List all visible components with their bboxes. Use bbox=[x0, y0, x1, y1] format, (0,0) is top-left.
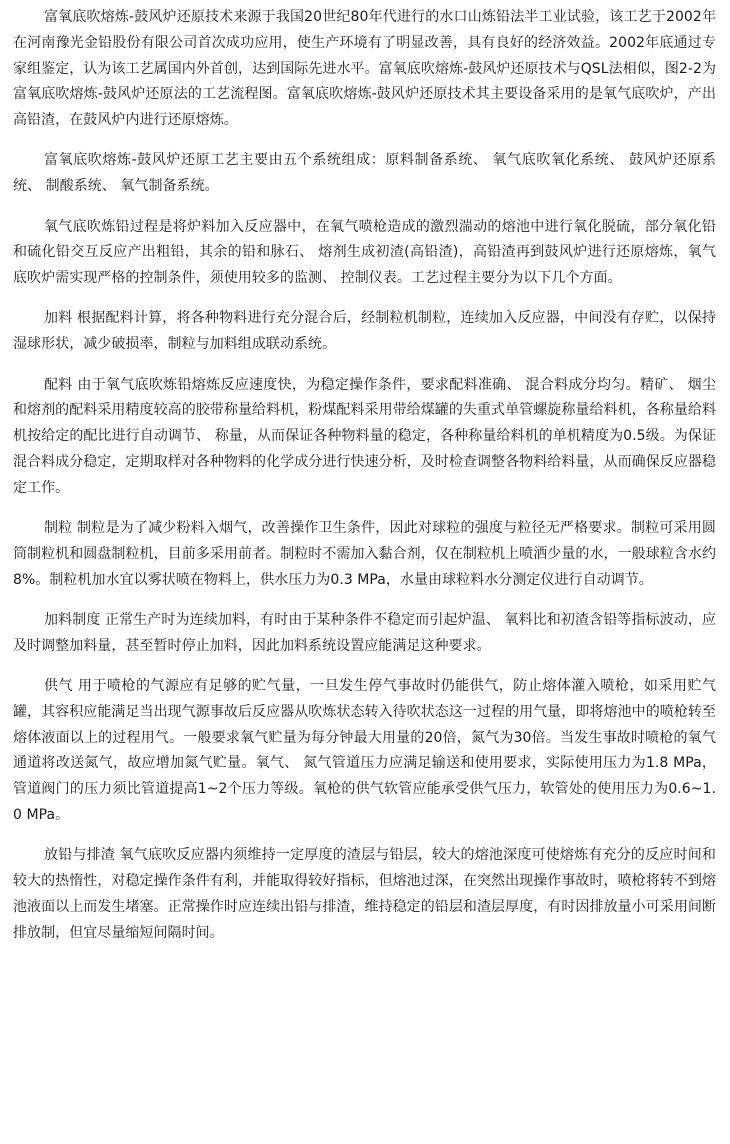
paragraph-system-composition: 富氧底吹熔炼-鼓风炉还原工艺主要由五个系统组成：原料制备系统、 氧气底吹氧化系统、 鼓风炉还原系统、 制酸系统、 氧气制备系统。 bbox=[13, 152, 716, 195]
document-body bbox=[13, 0, 716, 961]
paragraph-intro: 富氧底吹熔炼-鼓风炉还原技术来源于我国20世纪80年代进行的水口山炼铅法半工业试验，该工艺于2002年在河南豫光金铅股份有限公司首次成功应用，使生产环境有了明显改善，具有良好的经济效益。2002年底通过专家组鉴定，认为该工艺属国内外首创，达到国际先进水平。富氧底吹熔炼-鼓风炉还原技术与QSL法相似，图2-2为富氧底吹熔炼-鼓风炉还原法的工艺流程图。富氧底吹熔炼-鼓风炉还原技术其主要设备采用的是氧气底吹炉，产出高铅渣，在鼓风炉内进行还原熔炼。 bbox=[13, 9, 716, 129]
paragraph-feeding: 加料 根据配料计算，将各种物料进行充分混合后，经制粒机制粒，连续加入反应器，中间没有存贮，以保持湿球形状，减少破损率，制粒与加料组成联动系统。 bbox=[13, 310, 716, 353]
paragraph-gas-supply: 供气 用于喷枪的气源应有足够的贮气量，一旦发生停气事故时仍能供气，防止熔体灌入喷枪，如采用贮气罐，其容积应能满足当出现气源事故后反应器从吹炼状态转入待吹状态这一过程的用气量，即将熔池中的喷枪转至熔体液面以上的过程用气。一般要求氧气贮量为每分钟最大用量的20倍，氮气为30倍。当发生事故时喷枪的氧气通道将改送氮气，故应增加氮气贮量。氧气、 氮气管道压力应满足输送和使用要求，实际使用压力为1.8 MPa，管道阀门的压力须比管道提高1~2个压力等级。氧枪的供气软管应能承受供气压力，软管处的使用压力为0.6~1.0 MPa。 bbox=[13, 678, 716, 824]
paragraph-process-overview: 氧气底吹炼铅过程是将炉料加入反应器中，在氧气喷枪造成的激烈湍动的熔池中进行氧化脱硫，部分氧化铅和硫化铅交互反应产出粗铅，其余的铅和脉石、 熔剂生成初渣(高铅渣)，高铅渣再到鼓风炉进行还原熔炼，氧气底吹炉需实现严格的控制条件，须使用较多的监测、 控制仪表。工艺过程主要分为以下几个方面。 bbox=[13, 218, 716, 287]
paragraph-batching: 配料 由于氧气底吹炼铅熔炼反应速度快，为稳定操作条件，要求配料准确、 混合料成分均匀。精矿、 烟尘和熔剂的配料采用精度较高的胶带称量给料机，粉煤配料采用带给煤罐的失重式单管螺旋称量给料机，各称量给料机按给定的配比进行自动调节、 称量，从而保证各种物料量的稳定，各种称量给料机的单机精度为0.5级。为保证混合料成分稳定，定期取样对各种物料的化学成分进行快速分析，及时检查调整各物料给料量，从而确保反应器稳定工作。 bbox=[13, 376, 716, 496]
paragraph-pelletizing: 制粒 制粒是为了减少粉料入烟气，改善操作卫生条件，因此对球粒的强度与粒径无严格要求。制粒可采用圆筒制粒机和圆盘制粒机，目前多采用前者。制粒时不需加入黏合剂，仅在制粒机上喷洒少量的水，一般球粒含水约8%。制粒机加水宜以雾状喷在物料上，供水压力为0.3 MPa，水量由球粒料水分测定仪进行自动调节。 bbox=[13, 520, 716, 588]
paragraph-lead-tapping-slag-discharge: 放铅与排渣 氧气底吹反应器内须维持一定厚度的渣层与铅层，较大的熔池深度可使熔炼有充分的反应时间和较大的热惰性，对稳定操作条件有利，并能取得较好指标，但熔池过深，在突然出现操作事故时，喷枪将转不到熔池液面以上而发生堵塞。正常操作时应连续出铅与排渣，维持稳定的铅层和渣层厚度，有时因排放量小可采用间断排放制，但宜尽量缩短间隔时间。 bbox=[13, 847, 716, 941]
paragraph-feeding-regime: 加料制度 正常生产时为连续加料，有时由于某种条件不稳定而引起炉温、 氧料比和初渣含铅等指标波动，应及时调整加料量，甚至暂时停止加料，因此加料系统设置应能满足这种要求。 bbox=[13, 611, 716, 654]
